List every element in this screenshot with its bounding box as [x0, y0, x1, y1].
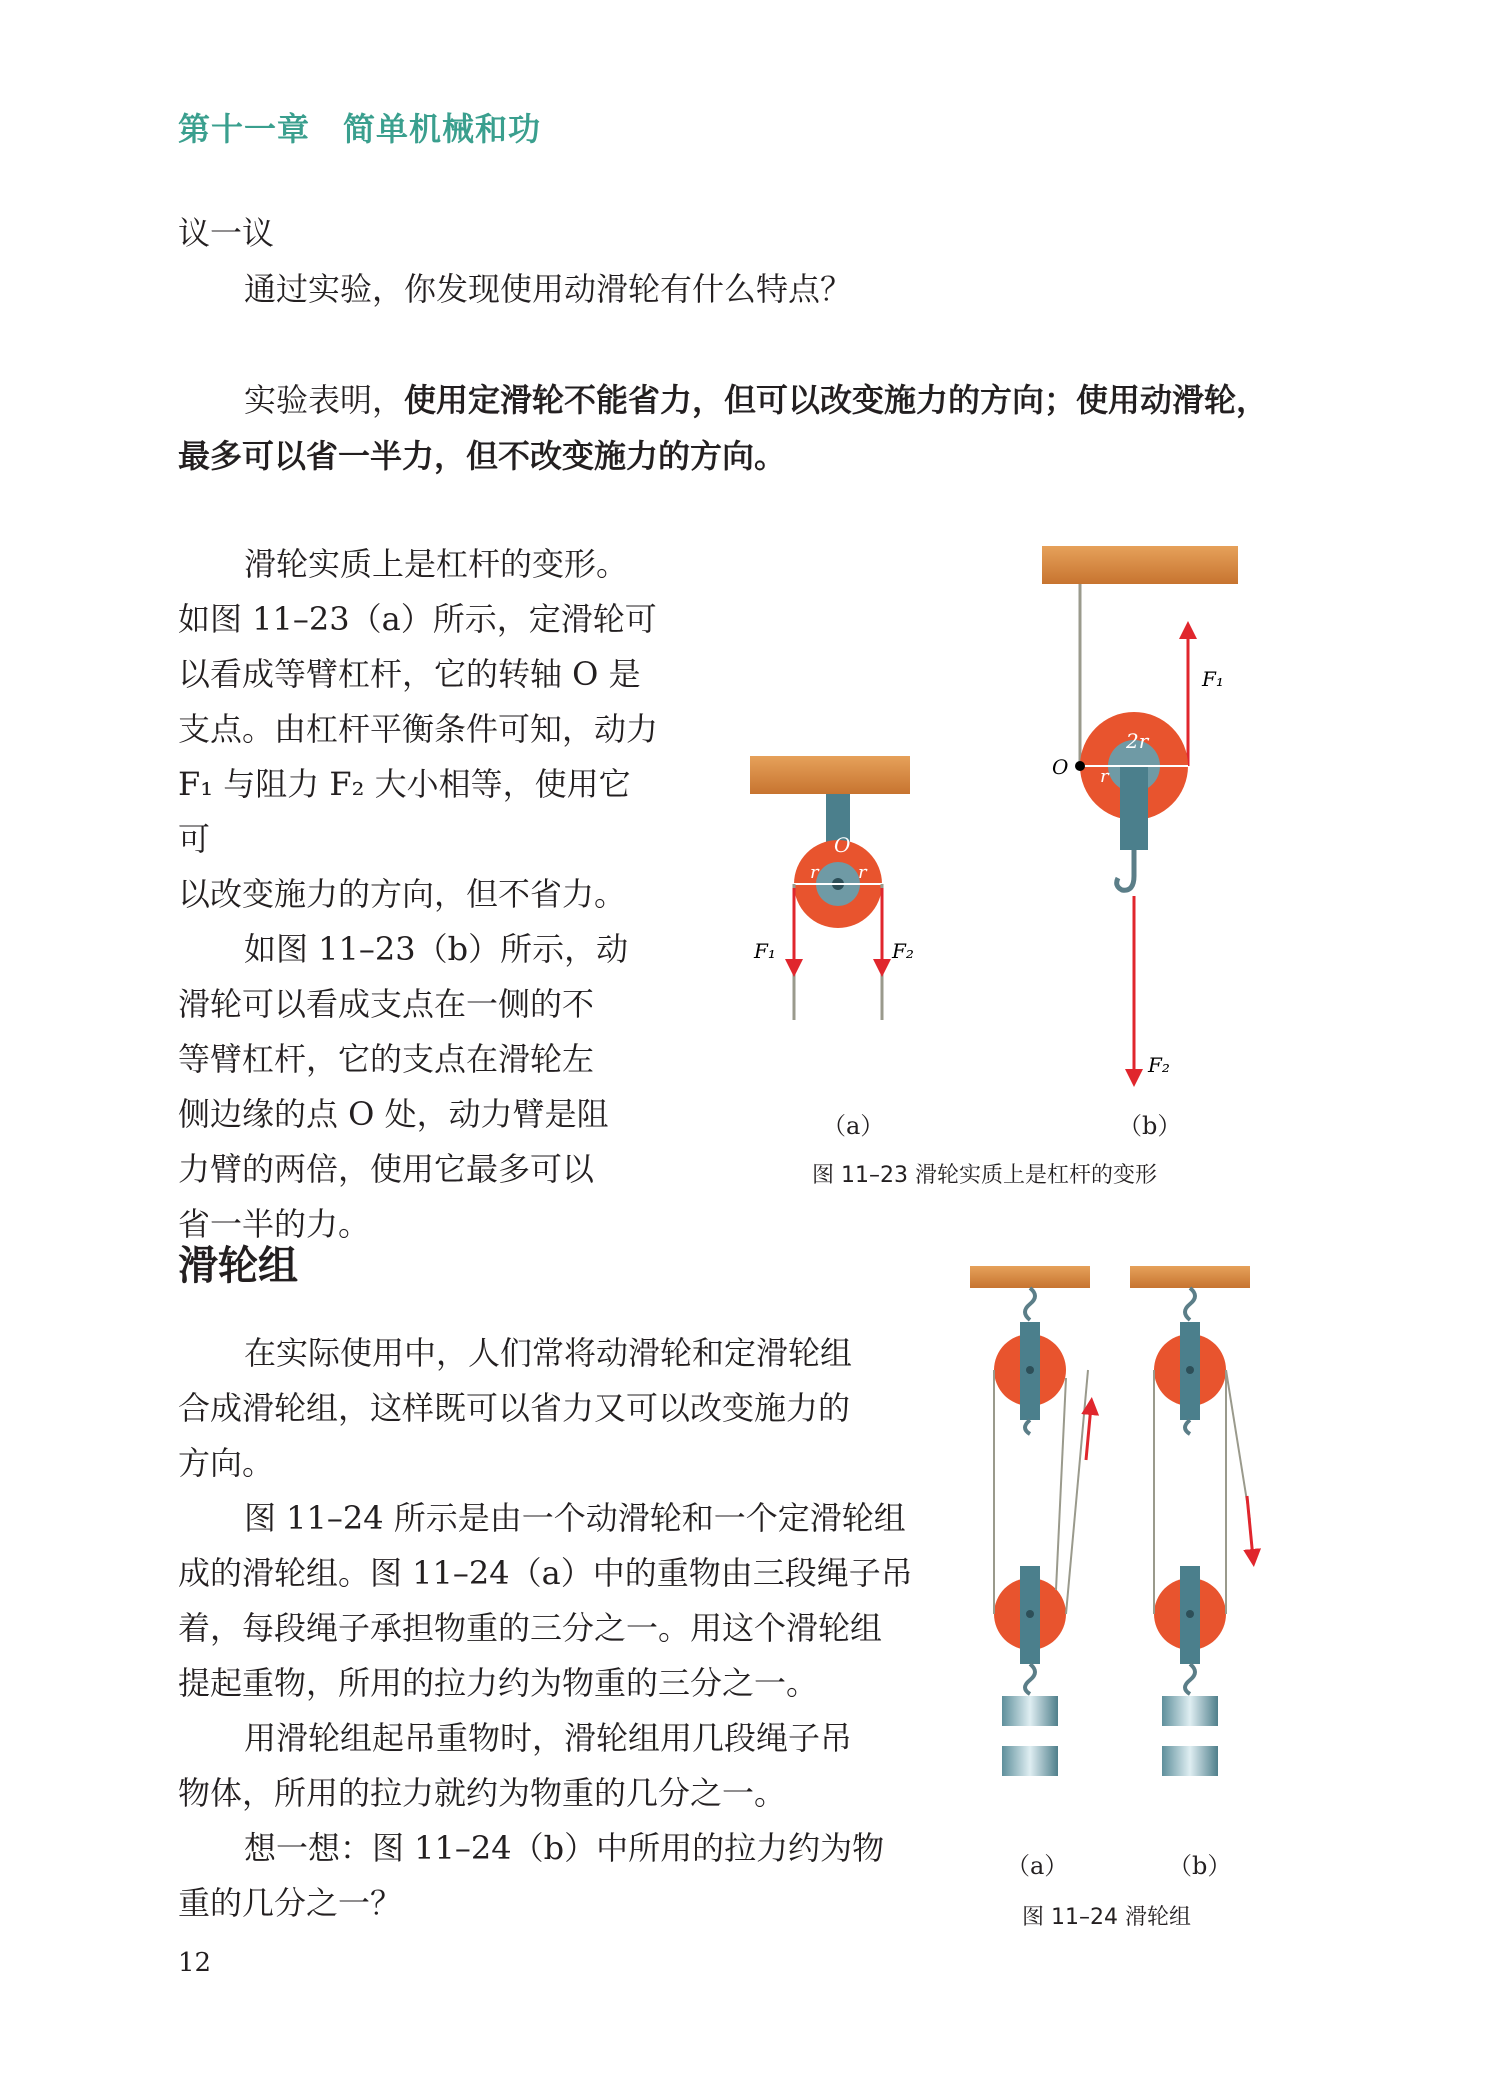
- weight-24b-2: [1162, 1746, 1218, 1776]
- weight-24a-1: [1002, 1696, 1058, 1726]
- pulley-line: 想一想：图 11–24（b）中所用的拉力约为物: [244, 1829, 885, 1867]
- pulley-line: 重的几分之一？: [178, 1884, 403, 1922]
- pulley-block-a: [970, 1266, 1091, 1776]
- pulley-line: 提起重物，所用的拉力约为物重的三分之一。: [178, 1664, 819, 1702]
- label-F1-a: F₁: [754, 939, 776, 963]
- pulley-line: 成的滑轮组。图 11–24（a）中的重物由三段绳子吊: [178, 1554, 913, 1592]
- ceiling-beam-24b: [1130, 1266, 1250, 1288]
- label-F2-b: F₂: [1148, 1053, 1170, 1077]
- lever-line: 滑轮可以看成支点在一侧的不: [178, 985, 595, 1023]
- lever-line: 如图 11–23（a）所示，定滑轮可: [178, 600, 657, 638]
- figure-11-23: [730, 530, 1290, 1110]
- pulley-line: 方向。: [178, 1444, 275, 1482]
- pull-arrow-24a: [1086, 1406, 1091, 1460]
- pulley-line: 用滑轮组起吊重物时，滑轮组用几段绳子吊: [244, 1719, 853, 1757]
- fixed-axle-24b: [1186, 1366, 1194, 1374]
- pulley-line: 图 11–24 所示是由一个动滑轮和一个定滑轮组: [244, 1499, 906, 1537]
- weight-24a-2: [1002, 1746, 1058, 1776]
- pulley-group-heading: 滑轮组: [178, 1243, 298, 1289]
- pulley-line: 物体，所用的拉力就约为物重的几分之一。: [178, 1774, 787, 1812]
- pulley-line: 在实际使用中，人们常将动滑轮和定滑轮组: [244, 1334, 853, 1372]
- label-O-b: O: [1052, 755, 1069, 779]
- top-hook-24b: [1185, 1288, 1195, 1320]
- lever-line: 以看成等臂杠杆，它的转轴 O 是: [178, 655, 641, 693]
- lever-line: 支点。由杠杆平衡条件可知，动力: [178, 710, 659, 748]
- pulley-block-b: [1130, 1266, 1253, 1776]
- page-number: 12: [178, 1948, 212, 1978]
- hook-b: [1117, 850, 1134, 890]
- lever-line: 侧边缘的点 O 处，动力臂是阻: [178, 1095, 609, 1133]
- lever-text: [178, 537, 658, 1252]
- fulcrum-point-b: [1075, 761, 1085, 771]
- rope-24a-3: [1066, 1370, 1088, 1614]
- discuss-question: 通过实验，你发现使用动滑轮有什么特点？: [244, 270, 853, 308]
- weight-hook-24b: [1185, 1664, 1195, 1694]
- rope-24a-2: [1056, 1378, 1066, 1590]
- ceiling-beam-a: [750, 756, 910, 794]
- conclusion-paragraph: [178, 372, 1278, 484]
- bottom-hook-24b: [1185, 1420, 1190, 1434]
- pulley-line: 合成滑轮组，这样既可以省力又可以改变施力的: [178, 1389, 851, 1427]
- figure-23-label-b: （b）: [1118, 1112, 1182, 1140]
- lever-line: 滑轮实质上是杠杆的变形。: [244, 545, 629, 583]
- label-r-b: r: [1100, 766, 1109, 787]
- bottom-hook-24a: [1025, 1420, 1030, 1434]
- ceiling-beam-b: [1042, 546, 1238, 584]
- label-O-a: O: [834, 833, 851, 857]
- pulley-bracket-b: [1120, 766, 1148, 850]
- fixed-axle-24a: [1026, 1366, 1034, 1374]
- figure-23-caption: 图 11–23 滑轮实质上是杠杆的变形: [812, 1163, 1157, 1188]
- movable-pulley-diagram: [1042, 546, 1238, 1078]
- label-r-right-a: r: [858, 862, 867, 883]
- chapter-title: 第十一章 简单机械和功: [178, 110, 542, 148]
- label-F1-b: F₁: [1202, 667, 1224, 691]
- lever-line: 力臂的两倍，使用它最多可以: [178, 1150, 595, 1188]
- lever-line: 省一半的力。: [178, 1205, 371, 1243]
- pulley-line: 着，每段绳子承担物重的三分之一。用这个滑轮组: [178, 1609, 883, 1647]
- conclusion-bold: 使用定滑轮不能省力，但可以改变施力的方向；使用动滑轮，最多可以省一半力，但不改变施力的方向。: [178, 381, 1269, 475]
- lever-line: F₁ 与阻力 F₂ 大小相等，使用它可: [178, 765, 631, 858]
- lever-line: 以改变施力的方向，但不省力。: [178, 875, 627, 913]
- pulley-group-text: [178, 1326, 918, 1931]
- ceiling-beam-24a: [970, 1266, 1090, 1288]
- lever-line: 等臂杠杆，它的支点在滑轮左: [178, 1040, 595, 1078]
- label-F2-a: F₂: [892, 939, 914, 963]
- movable-axle-24a: [1026, 1610, 1034, 1618]
- label-2r-b: 2r: [1126, 729, 1149, 753]
- figure-11-24: [960, 1260, 1280, 1820]
- figure-24-label-b: （b）: [1168, 1852, 1232, 1880]
- pull-arrow-24b: [1247, 1496, 1253, 1558]
- figure-23-label-a: （a）: [822, 1112, 885, 1140]
- figure-24-label-a: （a）: [1006, 1852, 1069, 1880]
- fixed-pulley-diagram: [750, 756, 914, 1020]
- movable-axle-24b: [1186, 1610, 1194, 1618]
- lever-line: 如图 11–23（b）所示，动: [244, 930, 629, 968]
- discuss-heading: 议一议: [178, 214, 275, 252]
- top-hook-24a: [1025, 1288, 1035, 1320]
- conclusion-lead: 实验表明，: [244, 381, 405, 419]
- figure-24-caption: 图 11–24 滑轮组: [1022, 1905, 1191, 1930]
- label-r-left-a: r: [810, 862, 819, 883]
- weight-24b-1: [1162, 1696, 1218, 1726]
- weight-hook-24a: [1025, 1664, 1035, 1694]
